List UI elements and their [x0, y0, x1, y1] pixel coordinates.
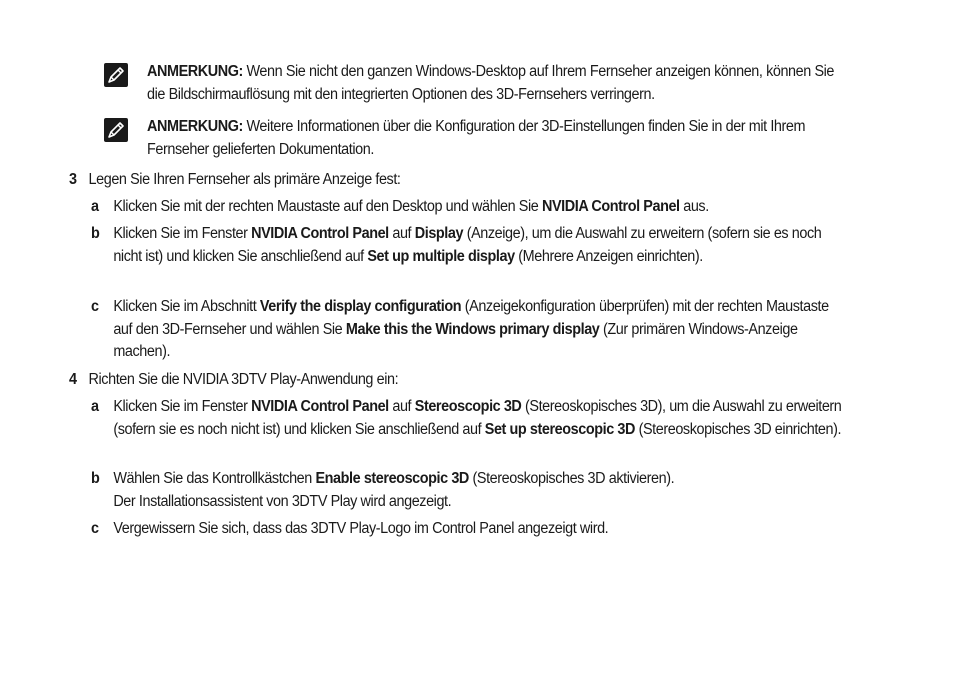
substep-letter: a	[91, 398, 99, 415]
substep-text	[113, 518, 848, 541]
step-text: Richten Sie die NVIDIA 3DTV Play-Anwendung ein:	[88, 371, 399, 388]
substep-text	[113, 468, 848, 513]
text-run: (Mehrere Anzeigen einrichten).	[514, 247, 703, 265]
substep-letter: b	[91, 470, 100, 487]
text-run: Klicken Sie im Abschnitt	[113, 298, 260, 315]
text-run: (Stereoskopisches 3D aktivieren).	[468, 470, 675, 487]
text-run: Wählen Sie das Kontrollkästchen	[113, 470, 316, 487]
note-2-text	[147, 116, 849, 161]
text-run: (Stereoskopisches 3D einrichten).	[634, 420, 842, 438]
text-run: (Stereoskopisches 3D), um die Auswahl zu erweitern (sofern sie es noch nicht ist) und klicken Sie anschließend auf	[113, 398, 842, 438]
pencil-note-icon	[104, 118, 128, 142]
substep-text	[113, 296, 848, 364]
note-1-text	[147, 61, 849, 106]
substep-text	[113, 396, 848, 441]
text-run: (Anzeige), um die Auswahl zu erweitern (sofern sie es noch nicht ist) und klicken Sie anschließend auf	[113, 225, 822, 265]
pencil-note-icon	[104, 63, 128, 87]
substep-letter: b	[91, 225, 100, 242]
bold-term: NVIDIA Control Panel	[541, 198, 680, 215]
text-run: aus.	[679, 198, 709, 215]
bold-term: Verify the display configuration	[259, 298, 462, 315]
text-run: Klicken Sie mit der rechten Maustaste auf den Desktop und wählen Sie	[113, 198, 542, 215]
text-run: Klicken Sie im Fenster	[113, 398, 252, 415]
substep-letter: c	[91, 520, 99, 537]
note-2-body: Weitere Informationen über die Konfiguration der 3D-Einstellungen finden Sie in der mit Ihrem Fernseher gelieferten Dokumentation.	[147, 118, 806, 158]
substep-text	[113, 196, 848, 219]
substep-letter: a	[91, 198, 99, 215]
step-text: Legen Sie Ihren Fernseher als primäre Anzeige fest:	[88, 171, 401, 188]
text-run: (Zur primären Windows-Anzeige machen).	[113, 320, 798, 360]
bold-term: Set up stereoscopic 3D	[484, 420, 635, 438]
text-run: (Anzeigekonfiguration überprüfen) mit der rechten Maustaste auf den 3D-Fernseher und wählen Sie	[113, 298, 829, 338]
note-1-label: ANMERKUNG:	[147, 63, 243, 80]
text-run: auf	[388, 225, 415, 242]
bold-term: Display	[414, 225, 464, 242]
text-run: auf	[388, 398, 415, 415]
step-number: 4	[69, 371, 77, 388]
note-2-label: ANMERKUNG:	[147, 118, 243, 135]
bold-term: NVIDIA Control Panel	[251, 225, 389, 242]
note-1-body: Wenn Sie nicht den ganzen Windows-Desktop auf Ihrem Fernseher anzeigen können, können Sie die Bildschirmauflösung mit den integrierten Optionen des 3D-Fernsehers verringern.	[147, 63, 835, 103]
bold-term: Make this the Windows primary display	[345, 320, 600, 338]
substep-extra-text: Der Installationsassistent von 3DTV Play wird angezeigt.	[113, 492, 452, 510]
bold-term: Stereoscopic 3D	[414, 398, 522, 415]
bold-term: NVIDIA Control Panel	[251, 398, 389, 415]
text-run: Klicken Sie im Fenster	[113, 225, 252, 242]
bold-term: Enable stereoscopic 3D	[315, 470, 469, 487]
text-run: Vergewissern Sie sich, dass das 3DTV Play-Logo im Control Panel angezeigt wird.	[113, 520, 609, 537]
bold-term: Set up multiple display	[367, 247, 515, 265]
substep-letter: c	[91, 298, 99, 315]
step-number: 3	[69, 171, 77, 188]
substep-main-text	[113, 468, 848, 491]
substep-text	[113, 223, 848, 268]
